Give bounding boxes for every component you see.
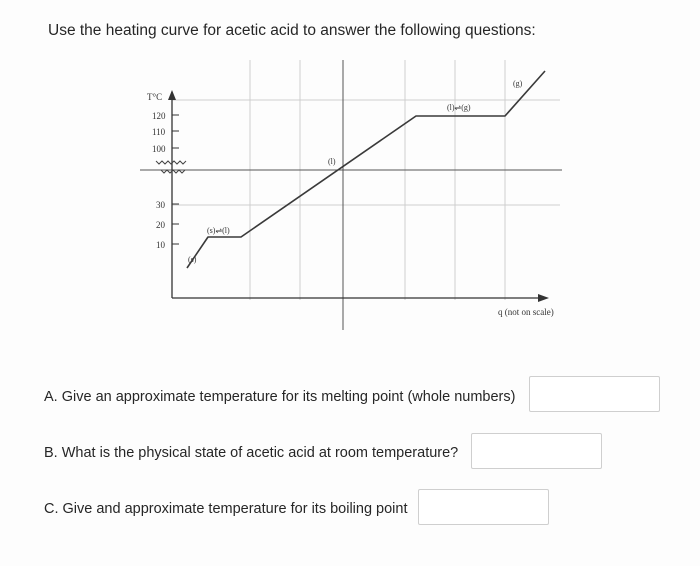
phase-label-solid-liquid: (s)⇌(l) [207, 226, 230, 235]
y-tick-label: 120 [152, 111, 166, 121]
question-b-label: B. What is the physical state of acetic acid at room temperature? [44, 445, 459, 461]
y-tick-label: 20 [156, 220, 165, 230]
physical-state-input[interactable] [471, 433, 602, 469]
phase-label-liquid-gas: (l)⇌(g) [447, 103, 471, 112]
melting-point-input[interactable] [529, 376, 660, 412]
y-axis-arrow [168, 90, 176, 100]
y-tick-label: 100 [152, 144, 166, 154]
question-prompt: Use the heating curve for acetic acid to answer the following questions: [48, 22, 536, 39]
question-c-label: C. Give and approximate temperature for its boiling point [44, 501, 408, 517]
x-axis-label: q (not on scale) [498, 307, 554, 317]
grid-lines [172, 60, 560, 300]
y-tick-label: 30 [156, 200, 165, 210]
x-axis-arrow [538, 294, 549, 302]
y-ticks [172, 115, 179, 244]
y-axis-label: T°C [147, 92, 163, 102]
y-tick-label: 110 [152, 127, 166, 137]
phase-label-liquid: (l) [328, 157, 336, 166]
y-tick-label: 10 [156, 240, 165, 250]
axis-break-mark [156, 161, 186, 164]
phase-label-solid: (s) [188, 255, 197, 264]
boiling-point-input[interactable] [418, 489, 549, 525]
question-a-label: A. Give an approximate temperature for its melting point (whole numbers) [44, 389, 516, 405]
phase-label-gas: (g) [513, 79, 523, 88]
